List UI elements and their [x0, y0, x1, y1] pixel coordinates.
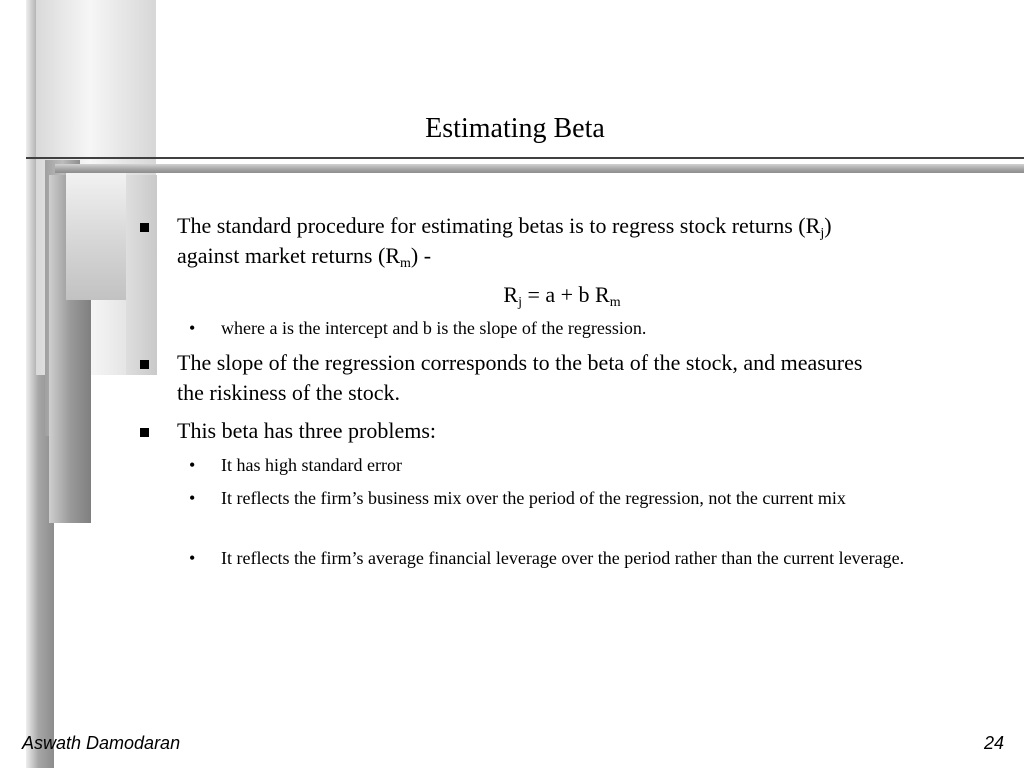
- footer-page-number: 24: [983, 733, 1004, 753]
- subscript: m: [400, 256, 411, 271]
- dot-bullet-icon: •: [189, 548, 196, 568]
- sub-bullet-item: It has high standard error: [221, 455, 402, 475]
- subscript: j: [518, 295, 522, 310]
- square-bullet-icon: [140, 223, 149, 232]
- bullet-text: The standard procedure for estimating betas is to regress stock returns (R: [177, 213, 821, 238]
- formula-text: = a + b R: [521, 282, 610, 307]
- bullet-text: The slope of the regression corresponds to the beta of the stock, and measures: [177, 350, 863, 375]
- dot-bullet-icon: •: [189, 455, 196, 475]
- square-bullet-icon: [140, 360, 149, 369]
- regression-formula: [0, 280, 1024, 310]
- dot-bullet-icon: •: [189, 488, 196, 508]
- footer-author: Aswath Damodaran: [22, 733, 181, 753]
- slide-title: Estimating Beta: [425, 113, 605, 144]
- subscript: m: [609, 295, 621, 310]
- bullet-text: ) -: [410, 243, 432, 268]
- subscript: j: [820, 226, 825, 241]
- bullet-text: the riskiness of the stock.: [177, 380, 401, 405]
- square-bullet-icon: [140, 428, 149, 437]
- bullet-text: ): [824, 213, 832, 238]
- sub-bullet-item: where a is the intercept and b is the slope of the regression.: [221, 318, 647, 338]
- bullet-item: This beta has three problems:: [177, 418, 437, 443]
- bullet-item: [177, 348, 987, 408]
- bullet-text: against market returns (R: [177, 243, 400, 268]
- sub-bullet-item: It reflects the firm’s business mix over the period of the regression, not the current mix: [221, 488, 846, 508]
- formula-text: R: [503, 282, 519, 307]
- sub-bullet-item: It reflects the firm’s average financial leverage over the period rather than the current leverage.: [221, 548, 905, 568]
- dot-bullet-icon: •: [189, 318, 196, 338]
- bullet-item: [177, 211, 987, 271]
